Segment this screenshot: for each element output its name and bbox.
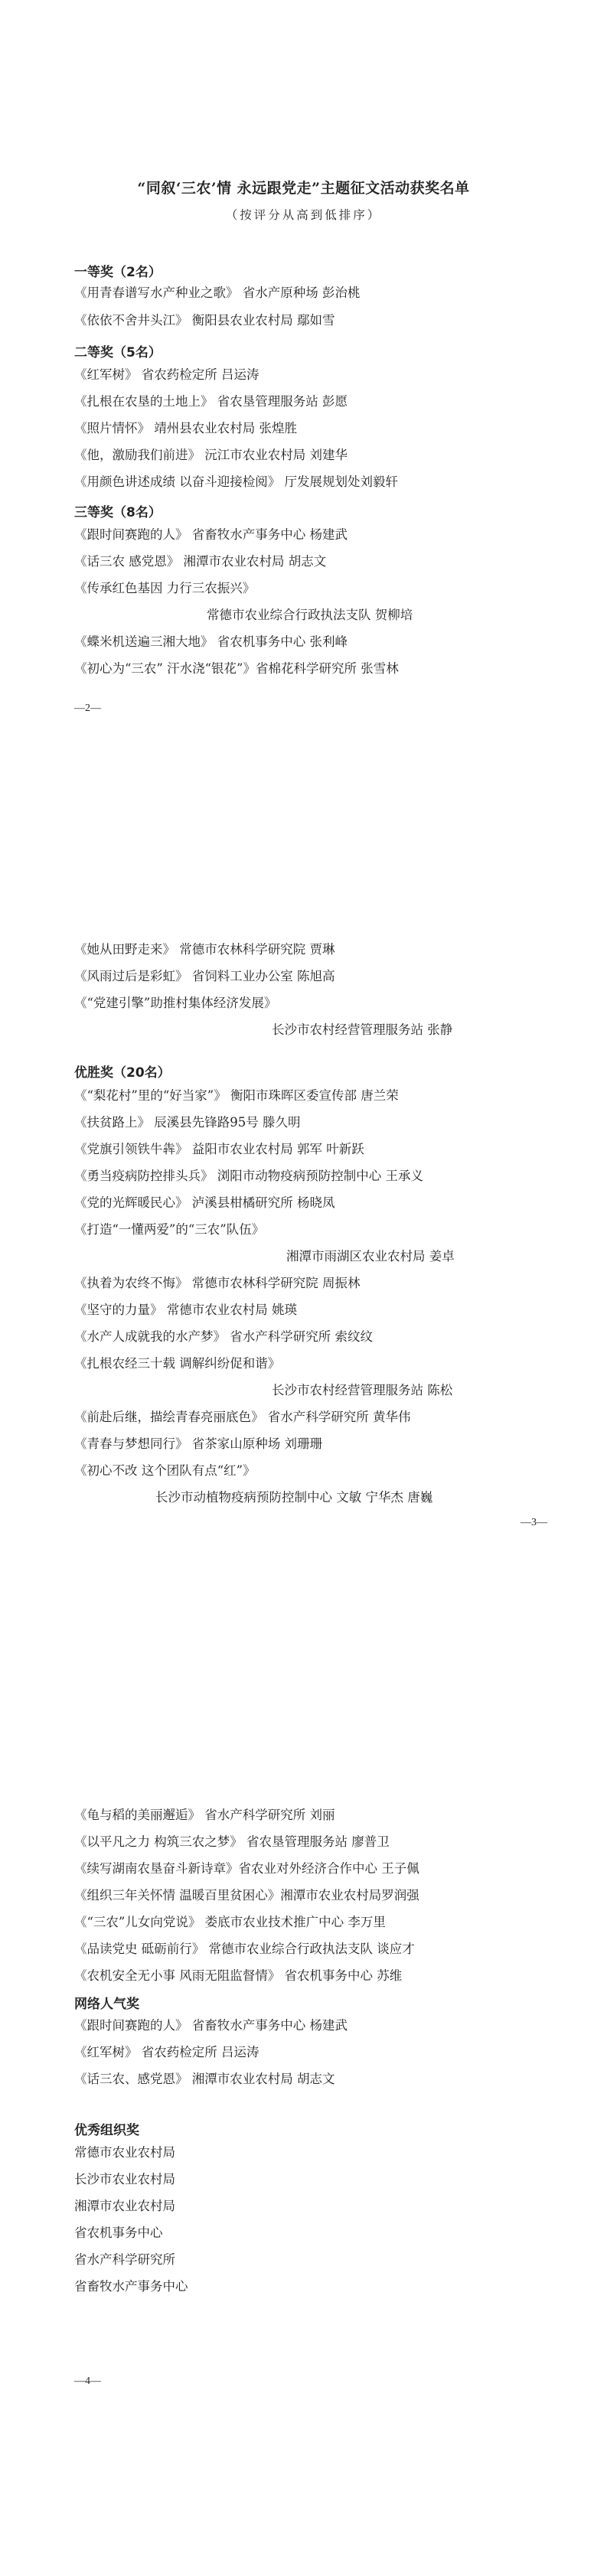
excellence-prize-entry: 《“梨花村”里的“好当家”》 衡阳市珠晖区委宣传部 唐兰荣 <box>74 1088 399 1103</box>
third-prize-entry-continuation: 常德市农业综合行政执法支队 贺柳培 <box>207 608 413 622</box>
excellence-prize-entry: 《党的光辉暖民心》 泸溪县柑橘研究所 杨晓凤 <box>74 1195 335 1210</box>
popularity-prize-entry: 《话三农、感党恩》 湘潭市农业农村局 胡志文 <box>74 2072 335 2086</box>
second-prize-entry: 《红军树》 省农药检定所 吕运涛 <box>74 367 259 382</box>
page-number: —3— <box>521 1517 547 1528</box>
popularity-prize-entry: 《跟时间赛跑的人》 省畜牧水产事务中心 杨建武 <box>74 2018 348 2033</box>
document-title: “同叙‘三农’情 永远跟党走”主题征文活动获奖名单 <box>137 180 470 197</box>
organization-prize-entry: 省畜牧水产事务中心 <box>74 2279 188 2294</box>
excellence-prize-entry: 《初心不改 这个团队有点“红”》 <box>74 1463 256 1478</box>
popularity-prize-heading: 网络人气奖 <box>74 1997 139 2012</box>
excellence-prize-entry: 《农机安全无小事 风雨无阻监督情》 省农机事务中心 苏维 <box>74 1968 403 1983</box>
second-prize-entry: 《用颜色讲述成绩 以奋斗迎接检阅》 厅发展规划处刘毅轩 <box>74 474 398 489</box>
excellence-prize-entry: 《水产人成就我的水产梦》 省水产科学研究所 索纹纹 <box>74 1329 373 1344</box>
excellence-prize-entry: 《“三农”儿女向党说》 娄底市农业技术推广中心 李万里 <box>74 1915 386 1929</box>
excellence-prize-entry: 《前赴后继，描绘青春亮丽底色》 省水产科学研究所 黄华伟 <box>74 1410 411 1424</box>
excellence-prize-entry: 《青春与梦想同行》 省茶家山原种场 刘珊珊 <box>74 1436 322 1451</box>
second-prize-entry: 《照片情怀》 靖州县农业农村局 张煌胜 <box>74 421 297 435</box>
excellence-prize-entry-continuation: 长沙市动植物疫病预防控制中心 文敏 宁华杰 唐巍 <box>155 1490 433 1505</box>
excellence-prize-entry: 《打造“一懂两爱”的“三农”队伍》 <box>74 1222 265 1237</box>
third-prize-entry-continuation: 长沙市农村经营管理服务站 张静 <box>272 1022 453 1037</box>
third-prize-entry: 《话三农 感党恩》 湘潭市农业农村局 胡志文 <box>74 554 327 569</box>
organization-prize-entry: 常德市农业农村局 <box>74 2145 175 2160</box>
organization-prize-entry: 省农机事务中心 <box>74 2225 163 2240</box>
third-prize-heading: 三等奖（8名） <box>74 505 162 520</box>
organization-prize-entry: 省水产科学研究所 <box>74 2252 175 2267</box>
third-prize-entry: 《蝶米机送遍三湘大地》 省农机事务中心 张利峰 <box>74 634 348 649</box>
second-prize-entry: 《扎根在农垦的土地上》 省农垦管理服务站 彭愿 <box>74 394 348 409</box>
third-prize-entry: 《她从田野走来》 常德市农林科学研究院 贾琳 <box>74 942 335 957</box>
excellence-prize-entry: 《执着为农终不悔》 常德市农林科学研究院 周振林 <box>74 1276 361 1290</box>
third-prize-entry: 《初心为“三农” 汗水浇“银花”》省棉花科学研究所 张雪林 <box>74 661 399 676</box>
third-prize-entry: 《“党建引擎”助推村集体经济发展》 <box>74 996 277 1010</box>
first-prize-heading: 一等奖（2名） <box>74 265 162 280</box>
excellence-prize-entry-continuation: 湘潭市雨湖区农业农村局 姜卓 <box>286 1249 455 1264</box>
page-number: —2— <box>74 703 101 714</box>
excellence-prize-entry: 《勇当疫病防控排头兵》 浏阳市动物疫病预防控制中心 王承义 <box>74 1169 423 1183</box>
page-2 <box>0 0 607 859</box>
excellence-prize-entry: 《扎根农经三十载 调解纠纷促和谐》 <box>74 1356 281 1371</box>
third-prize-entry: 《风雨过后是彩虹》 省饲料工业办公室 陈旭高 <box>74 969 335 983</box>
second-prize-entry: 《他，激励我们前进》 沅江市农业农村局 刘建华 <box>74 448 348 462</box>
excellence-prize-entry: 《坚守的力量》 常德市农业农村局 姚瑛 <box>74 1303 297 1317</box>
excellence-prize-heading: 优胜奖（20名） <box>74 1065 171 1081</box>
excellence-prize-entry: 《组织三年关怀情 温暖百里贫困心》湘潭市农业农村局罗润强 <box>74 1888 419 1903</box>
excellence-prize-entry: 《龟与稻的美丽邂逅》 省水产科学研究所 刘丽 <box>74 1808 335 1822</box>
document-subtitle: （按评分从高到低排序） <box>225 208 382 222</box>
excellence-prize-entry-continuation: 长沙市农村经营管理服务站 陈松 <box>272 1383 453 1397</box>
popularity-prize-entry: 《红军树》 省农药检定所 吕运涛 <box>74 2045 259 2059</box>
excellence-prize-entry: 《品读党史 砥砺前行》 常德市农业综合行政执法支队 谈应才 <box>74 1942 415 1956</box>
organization-prize-heading: 优秀组织奖 <box>74 2123 139 2138</box>
third-prize-entry: 《跟时间赛跑的人》 省畜牧水产事务中心 杨建武 <box>74 527 348 542</box>
excellence-prize-entry: 《续写湖南农垦奋斗新诗章》省农业对外经济合作中心 王子佩 <box>74 1861 419 1876</box>
third-prize-entry: 《传承红色基因 力行三农振兴》 <box>74 581 256 595</box>
first-prize-entry: 《依依不舍井头江》 衡阳县农业农村局 鄢如雪 <box>74 313 335 328</box>
second-prize-heading: 二等奖（5名） <box>74 345 162 360</box>
page-number: —4— <box>74 2375 101 2387</box>
organization-prize-entry: 湘潭市农业农村局 <box>74 2199 175 2213</box>
first-prize-entry: 《用青春谱写水产种业之歌》 省水产原种场 彭治桃 <box>74 285 361 300</box>
page-4 <box>0 1717 607 2576</box>
excellence-prize-entry: 《以平凡之力 构筑三农之梦》 省农垦管理服务站 廖普卫 <box>74 1834 390 1849</box>
page-3 <box>0 859 607 1717</box>
organization-prize-entry: 长沙市农业农村局 <box>74 2172 175 2186</box>
excellence-prize-entry: 《党旗引领铁牛犇》 益阳市农业农村局 郭军 叶新跃 <box>74 1142 364 1156</box>
excellence-prize-entry: 《扶贫路上》 辰溪县先锋路95号 滕久明 <box>74 1115 301 1130</box>
